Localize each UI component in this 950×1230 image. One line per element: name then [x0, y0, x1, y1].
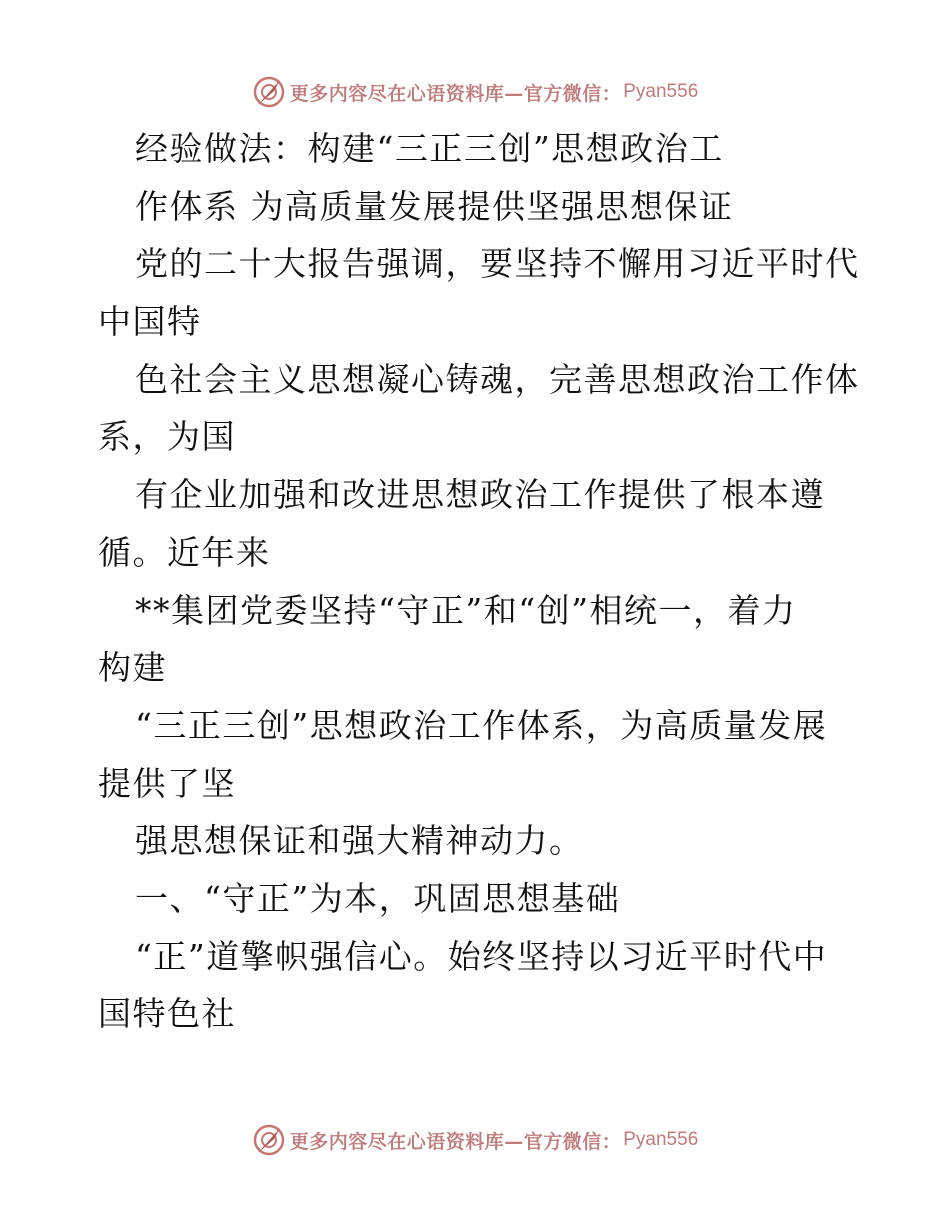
watermark-banner-top: [0, 72, 950, 112]
title-line-1: 经验做法：构建“三正三创”思想政治工: [135, 129, 724, 168]
paragraph-line: 有企业加强和改进思想政治工作提供了根本遵: [135, 475, 825, 515]
watermark-text: 更多内容尽在心语资料库—官方微信：: [289, 82, 622, 105]
paragraph-line: 国特色社: [98, 994, 236, 1034]
paragraph-line: 色社会主义思想凝心铸魂，完善思想政治工作体: [135, 359, 860, 399]
paragraph-line: 系，为国: [98, 417, 236, 457]
watermark-id: Pyan556: [623, 81, 699, 102]
title-line-2: 作体系 为高质量发展提供坚强思想保证: [135, 186, 734, 226]
section-heading: 一、“守正”为本，巩固思想基础: [135, 878, 621, 918]
quill-logo-icon: [252, 75, 286, 109]
document-body: [98, 120, 858, 1043]
watermark-banner-bottom: [0, 1120, 950, 1160]
paragraph-line: **集团党委坚持“守正”和“创”相统一，着力: [135, 590, 797, 630]
paragraph-line: “三正三创”思想政治工作体系，为高质量发展: [135, 705, 828, 745]
paragraph-line: 提供了坚: [98, 763, 236, 803]
watermark-text: 更多内容尽在心语资料库—官方微信：: [289, 1130, 622, 1153]
paragraph-line: 构建: [98, 648, 167, 688]
paragraph-line: “正”道擎帜强信心。始终坚持以习近平时代中: [135, 936, 828, 976]
paragraph-line: 循。近年来: [98, 532, 271, 572]
paragraph-line: 强思想保证和强大精神动力。: [135, 821, 584, 861]
paragraph-line: 党的二十大报告强调，要坚持不懈用习近平时代: [135, 244, 860, 284]
watermark-id: Pyan556: [623, 1129, 699, 1150]
paragraph-line: 中国特: [98, 302, 202, 342]
quill-logo-icon: [252, 1123, 286, 1157]
